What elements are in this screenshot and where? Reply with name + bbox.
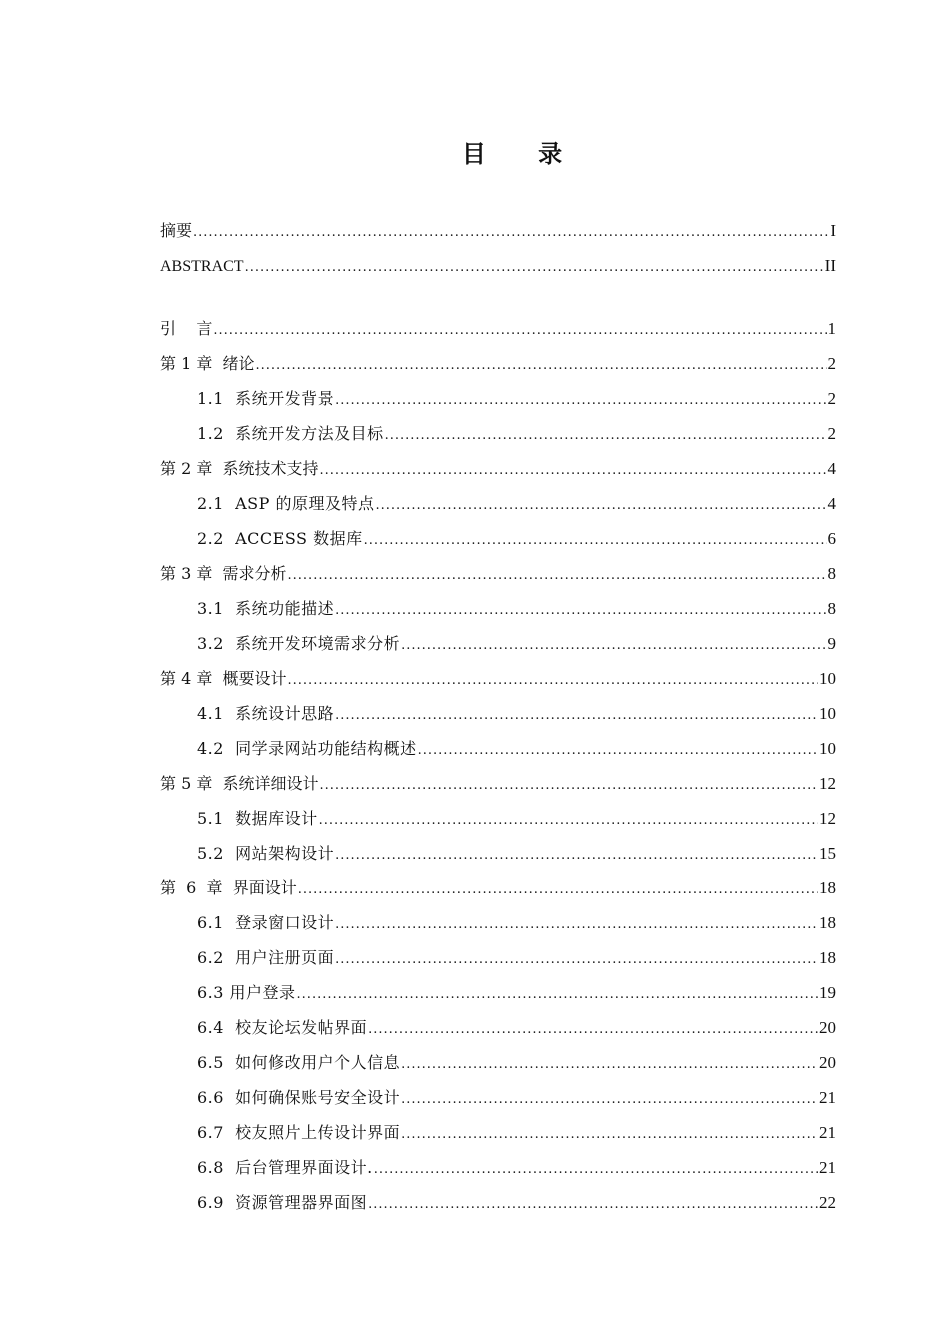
dot-leader	[213, 316, 826, 346]
dot-leader	[335, 841, 818, 871]
toc-entry-page: 10	[819, 739, 836, 758]
toc-entry-label: 第 3 章 需求分析	[160, 564, 287, 583]
toc-entry-page: 10	[819, 704, 836, 723]
toc-entry-label: 2.2 ACCESS 数据库	[197, 529, 363, 548]
toc-entry-abstract-en[interactable]	[160, 251, 836, 281]
toc-entry-chapter-4[interactable]	[160, 664, 836, 694]
toc-entry-page: 22	[819, 1193, 836, 1212]
dot-leader	[401, 1085, 818, 1115]
toc-entry-page: 18	[819, 948, 836, 967]
toc-entry-6-1[interactable]	[197, 908, 836, 938]
toc-entry-chapter-1[interactable]	[160, 349, 836, 379]
toc-entry-label: 4.2 同学录网站功能结构概述	[197, 739, 417, 758]
dot-leader	[401, 631, 826, 661]
dot-leader	[335, 945, 818, 975]
dot-leader	[245, 253, 824, 283]
toc-entry-6-3[interactable]	[197, 978, 836, 1008]
toc-entry-6-8[interactable]	[197, 1153, 836, 1183]
toc-entry-2-2[interactable]	[197, 524, 836, 554]
toc-entry-page: 20	[819, 1053, 836, 1072]
toc-entry-label: 6.8 后台管理界面设计.	[197, 1158, 373, 1177]
toc-entry-label: 6.2 用户注册页面	[197, 948, 335, 967]
toc-entry-page: 18	[819, 913, 836, 932]
toc-entry-page: 10	[819, 669, 836, 688]
toc-entry-chapter-5[interactable]	[160, 769, 836, 799]
toc-entry-page: 20	[819, 1018, 836, 1037]
toc-entry-page: 4	[827, 494, 836, 513]
toc-entry-introduction[interactable]	[160, 314, 836, 344]
dot-leader	[385, 421, 827, 451]
toc-entry-6-2[interactable]	[197, 943, 836, 973]
toc-entry-chapter-3[interactable]	[160, 559, 836, 589]
dot-leader	[374, 1155, 818, 1185]
toc-entry-1-2[interactable]	[197, 419, 836, 449]
dot-leader	[193, 218, 829, 248]
toc-entry-label: 第 5 章 系统详细设计	[160, 774, 319, 793]
toc-entry-page: 8	[827, 564, 836, 583]
toc-entry-label: 引 言	[160, 319, 213, 338]
toc-entry-page: II	[824, 256, 836, 275]
toc-entry-page: 2	[827, 354, 836, 373]
toc-entry-label: 第 4 章 概要设计	[160, 669, 287, 688]
toc-entry-label: 6.4 校友论坛发帖界面	[197, 1018, 368, 1037]
toc-entry-label: 3.2 系统开发环境需求分析	[197, 634, 401, 653]
toc-entry-label: 6.3 用户登录	[197, 983, 296, 1002]
toc-entry-page: 21	[819, 1158, 836, 1177]
toc-entry-page: 21	[819, 1088, 836, 1107]
dot-leader	[320, 771, 818, 801]
toc-entry-page: 1	[827, 319, 836, 338]
toc-entry-label: 6.6 如何确保账号安全设计	[197, 1088, 401, 1107]
toc-entry-label: 第 6 章 界面设计	[160, 878, 297, 897]
dot-leader	[288, 666, 818, 696]
dot-leader	[335, 386, 826, 416]
dot-leader	[401, 1120, 818, 1150]
toc-entry-label: 摘要	[160, 221, 193, 240]
dot-leader	[368, 1015, 818, 1045]
toc-entry-page: 2	[827, 424, 836, 443]
toc-entry-label: 6.9 资源管理器界面图	[197, 1193, 368, 1212]
dot-leader	[376, 491, 827, 521]
toc-entry-label: 6.7 校友照片上传设计界面	[197, 1123, 401, 1142]
toc-entry-page: 9	[827, 634, 836, 653]
toc-entry-label: 4.1 系统设计思路	[197, 704, 335, 723]
dot-leader	[256, 351, 827, 381]
toc-entry-label: 5.1 数据库设计	[197, 809, 318, 828]
toc-entry-6-7[interactable]	[197, 1118, 836, 1148]
toc-entry-4-1[interactable]	[197, 699, 836, 729]
toc-entry-3-1[interactable]	[197, 594, 836, 624]
toc-entry-page: 6	[827, 529, 836, 548]
dot-leader	[364, 526, 827, 556]
dot-leader	[368, 1190, 818, 1220]
toc-entry-page: 8	[827, 599, 836, 618]
dot-leader	[298, 875, 818, 905]
toc-entry-label: 6.5 如何修改用户个人信息	[197, 1053, 401, 1072]
toc-entry-6-9[interactable]	[197, 1188, 836, 1218]
toc-entry-label: 1.2 系统开发方法及目标	[197, 424, 384, 443]
toc-entry-page: 12	[819, 774, 836, 793]
dot-leader	[320, 456, 827, 486]
toc-entry-5-1[interactable]	[197, 804, 836, 834]
toc-entry-chapter-2[interactable]	[160, 454, 836, 484]
toc-entry-label: 1.1 系统开发背景	[197, 389, 335, 408]
toc-entry-3-2[interactable]	[197, 629, 836, 659]
toc-entry-page: I	[830, 221, 836, 240]
toc-entry-chapter-6[interactable]	[160, 873, 836, 903]
toc-entry-1-1[interactable]	[197, 384, 836, 414]
toc-entry-page: 12	[819, 809, 836, 828]
toc-entry-6-4[interactable]	[197, 1013, 836, 1043]
toc-entry-page: 21	[819, 1123, 836, 1142]
toc-entry-5-2[interactable]	[197, 839, 836, 869]
toc-entry-6-6[interactable]	[197, 1083, 836, 1113]
dot-leader	[288, 561, 827, 591]
dot-leader	[335, 910, 818, 940]
toc-entry-2-1[interactable]	[197, 489, 836, 519]
dot-leader	[401, 1050, 818, 1080]
toc-entry-label: 3.1 系统功能描述	[197, 599, 335, 618]
dot-leader	[297, 980, 818, 1010]
toc-entry-abstract-cn[interactable]	[160, 216, 836, 246]
dot-leader	[319, 806, 818, 836]
toc-entry-page: 19	[819, 983, 836, 1002]
toc-entry-label: 5.2 网站架构设计	[197, 844, 335, 863]
toc-entry-label: 6.1 登录窗口设计	[197, 913, 335, 932]
toc-entry-6-5[interactable]	[197, 1048, 836, 1078]
toc-entry-label: 2.1 ASP 的原理及特点	[197, 494, 375, 513]
dot-leader	[335, 701, 818, 731]
page-title: 目 录	[461, 139, 585, 168]
toc-entry-label: ABSTRACT	[160, 258, 244, 275]
toc-entry-page: 2	[827, 389, 836, 408]
toc-entry-page: 18	[819, 878, 836, 897]
dot-leader	[335, 596, 826, 626]
toc-entry-page: 4	[827, 459, 836, 478]
toc-entry-page: 15	[819, 844, 836, 863]
dot-leader	[418, 736, 818, 766]
toc-entry-4-2[interactable]	[197, 734, 836, 764]
toc-entry-label: 第 1 章 绪论	[160, 354, 255, 373]
toc-entry-label: 第 2 章 系统技术支持	[160, 459, 319, 478]
